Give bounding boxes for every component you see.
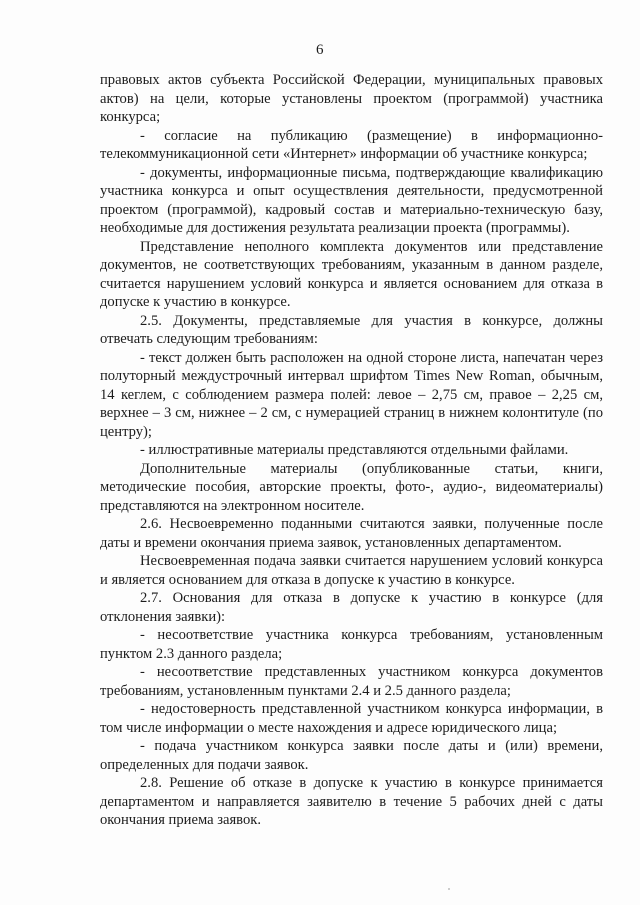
paragraph-additional-materials: Дополнительные материалы (опубликованные статьи, книги, методические пособия, авторские проекты, фото-, аудио-, видеоматериалы) представляются на электронном носителе.	[100, 460, 603, 514]
list-item-documents: - документы, информационные письма, подтверждающие квалификацию участника конкурса и опыт осуществления деятельности, предусмотренной проектом (программой), кадровый состав и материально-техническую базу, необходимые для достижения результата реализации проекта (программы).	[100, 164, 603, 236]
paragraph-2-7: 2.7. Основания для отказа в допуске к участию в конкурсе (для отклонения заявки):	[100, 590, 603, 625]
list-item-illustrations: - иллюстративные материалы представляются отдельными файлами.	[140, 442, 569, 458]
page-number: 6	[316, 42, 324, 58]
list-item-late-application: - подача участником конкурса заявки после даты и (или) времени, определенных для подачи заявок.	[100, 738, 603, 773]
list-item-inaccurate-info: - недостоверность представленной участником конкурса информации, в том числе информации о месте нахождения и адресе юридического лица;	[100, 701, 603, 736]
paragraph-2-8: 2.8. Решение об отказе в допуске к участию в конкурсе принимается департаментом и направляется заявителю в течение 5 рабочих дней с даты окончания приема заявок.	[100, 775, 603, 828]
list-item-requirements-2-4-2-5: - несоответствие представленных участником конкурса документов требованиям, установленным пунктами 2.4 и 2.5 данного раздела;	[100, 664, 603, 699]
paragraph-incomplete-set: Представление неполного комплекта документов или представление документов, не соответствующих требованиям, указанным в данном разделе, считается нарушением условий конкурса и является основанием для отказа в допуске к участию в конкурсе.	[100, 238, 603, 310]
list-item-consent: - согласие на публикацию (размещение) в информационно-телекоммуникационной сети «Интернет» информации об участнике конкурса;	[100, 127, 603, 162]
document-body	[100, 71, 603, 830]
paragraph-2-5: 2.5. Документы, представляемые для участия в конкурсе, должны отвечать следующим требованиям:	[100, 312, 603, 347]
list-item-requirements-2-3: - несоответствие участника конкурса требованиям, установленным пунктом 2.3 данного раздела;	[100, 627, 603, 662]
paragraph-2-6: 2.6. Несвоевременно поданными считаются заявки, полученные после даты и времени окончания приема заявок, установленных департаментом.	[100, 516, 603, 551]
scan-speck	[448, 888, 450, 890]
paragraph-continuation: правовых актов субъекта Российской Федерации, муниципальных правовых актов) на цели, которые установлены проектом (программой) участника конкурса;	[100, 72, 603, 125]
paragraph-late-submission: Несвоевременная подача заявки считается нарушением условий конкурса и является основанием для отказа в допуске к участию в конкурсе.	[100, 553, 603, 588]
list-item-text-format: - текст должен быть расположен на одной стороне листа, напечатан через полуторный междустрочный интервал шрифтом Times New Roman, обычным, 14 кеглем, с соблюдением размера полей: левое – 2,75 см, правое – 2,25 см, верхнее – 3 см, нижнее – 2 см, с нумерацией страниц в нижнем колонтитуле (по центру);	[100, 349, 603, 440]
